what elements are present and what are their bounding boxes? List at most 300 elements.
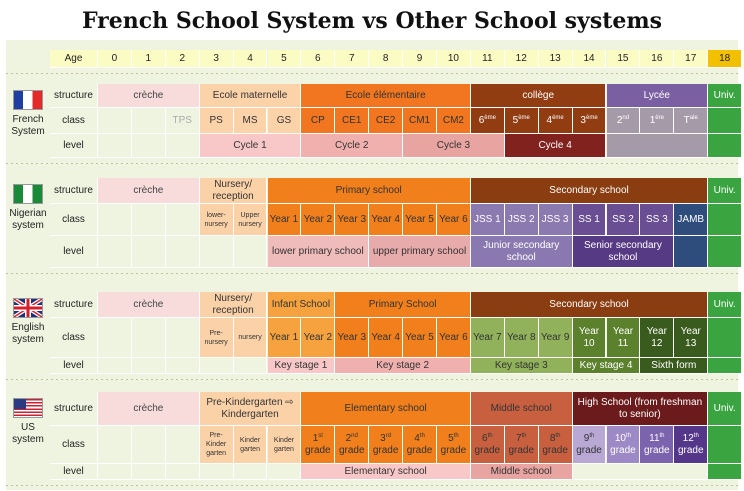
structure-cell-label: Univ. — [713, 298, 736, 310]
class-cell-label: CE1 — [342, 114, 362, 126]
class-cell-label: SS 1 — [578, 213, 600, 225]
level-cell — [573, 358, 641, 374]
empty-cell — [200, 358, 234, 374]
row-separator — [6, 272, 738, 275]
structure-cell — [708, 392, 742, 426]
age-6 — [301, 50, 335, 68]
class-cell — [607, 204, 641, 236]
class-cell-unit: grade — [440, 444, 467, 456]
empty-cell — [98, 204, 132, 236]
structure-cell-label: Middle school — [490, 402, 552, 414]
class-cell-label: Kinder garten — [273, 436, 295, 453]
class-cell-label: 6th grade — [474, 432, 501, 456]
level-cell-label: Cycle 3 — [436, 139, 471, 151]
class-cell — [505, 318, 539, 358]
class-cell — [335, 204, 369, 236]
class-cell-suffix: th — [589, 432, 595, 439]
class-cell — [301, 108, 335, 134]
class-cell-label: Year 3 — [337, 331, 367, 343]
class-cell — [471, 426, 505, 464]
age-9 — [403, 50, 437, 68]
class-cell-label: 2nd grade — [338, 432, 365, 456]
class-cell — [640, 318, 674, 358]
class-cell-label: nursery — [238, 334, 262, 341]
structure-cell — [98, 178, 200, 204]
structure-cell — [708, 292, 742, 318]
class-cell-label: JSS 2 — [507, 213, 535, 225]
level-cell — [301, 134, 403, 158]
class-cell-label: CP — [310, 114, 325, 126]
row-label-class — [50, 426, 98, 464]
class-cell-label: Year 2 — [303, 331, 333, 343]
age-5-label: 5 — [281, 52, 287, 64]
structure-cell-label: Univ. — [713, 402, 736, 414]
row-label-level — [50, 464, 98, 480]
class-cell-label: 5th grade — [440, 432, 467, 456]
age-11-label: 11 — [482, 52, 493, 64]
class-cell-label: JSS 1 — [473, 213, 501, 225]
age-14-label: 14 — [583, 52, 595, 64]
structure-cell — [471, 84, 607, 108]
empty-cell — [166, 318, 200, 358]
level-cell-label: Senior secondary school — [584, 239, 662, 263]
empty-cell — [166, 464, 200, 480]
structure-cell — [98, 84, 200, 108]
empty-cell — [132, 134, 166, 158]
class-cell-unit: grade — [644, 444, 670, 456]
structure-cell-label: crèche — [133, 402, 164, 414]
class-cell-label: 9th grade — [576, 432, 602, 456]
class-cell — [674, 204, 708, 236]
class-cell — [505, 426, 539, 464]
class-cell — [369, 426, 403, 464]
age-0-label: 0 — [111, 52, 118, 64]
age-15 — [607, 50, 641, 68]
class-cell — [607, 318, 641, 358]
level-cell-label: Middle school — [490, 465, 552, 477]
structure-cell — [573, 392, 709, 426]
class-cell-label: GS — [276, 114, 292, 126]
row-separator — [6, 484, 738, 487]
age-10-label: 10 — [447, 52, 459, 64]
class-cell-suffix: th — [487, 432, 493, 439]
class-cell — [234, 426, 268, 464]
age-14 — [573, 50, 607, 68]
structure-cell — [268, 178, 471, 204]
class-cell-suffix: rd — [385, 432, 392, 439]
class-cell — [268, 108, 302, 134]
class-cell-suffix: ème — [518, 114, 530, 121]
structure-cell — [200, 178, 268, 204]
empty-cell — [132, 464, 166, 480]
class-cell-suffix: ale — [689, 114, 698, 121]
level-cell — [708, 358, 742, 374]
class-cell-label: Upper nursery — [238, 211, 262, 228]
structure-cell — [708, 178, 742, 204]
row-label-level-label: level — [63, 139, 84, 151]
row-label-level-label: level — [63, 245, 84, 257]
structure-cell-label: Elementary school — [344, 402, 427, 414]
age-15-label: 15 — [617, 52, 629, 64]
age-7-label: 7 — [348, 52, 355, 64]
age-9-label: 9 — [416, 52, 423, 64]
class-cell — [369, 204, 403, 236]
country-name: French System — [11, 114, 45, 137]
row-label-class-label: class — [62, 114, 85, 126]
structure-cell-label: Ecole élémentaire — [345, 89, 426, 101]
class-cell-label: Year 7 — [473, 331, 502, 343]
structure-cell — [200, 392, 302, 426]
level-cell-label: Cycle 1 — [233, 139, 267, 151]
class-cell — [471, 318, 505, 358]
class-cell-label: MS — [242, 114, 258, 126]
level-cell — [505, 134, 607, 158]
empty-cell — [132, 426, 166, 464]
structure-cell — [268, 292, 336, 318]
class-cell-label: 1st grade — [305, 432, 331, 456]
level-cell — [268, 236, 370, 268]
class-cell-label: JAMB — [677, 213, 705, 225]
row-label-level — [50, 236, 98, 268]
empty-cell — [98, 358, 132, 374]
level-cell — [640, 358, 708, 374]
empty-cell — [166, 236, 200, 268]
empty-cell — [166, 134, 200, 158]
age-12-label: 12 — [515, 52, 527, 64]
level-cell-label: Key stage 1 — [274, 359, 328, 371]
class-cell-label: CM1 — [408, 114, 431, 126]
country-name: US system — [12, 422, 44, 445]
class-cell-unit: grade — [610, 444, 636, 456]
empty-cell — [200, 236, 234, 268]
structure-cell-label: Ecole maternelle — [212, 89, 288, 101]
level-cell — [607, 134, 709, 158]
class-cell — [200, 108, 234, 134]
class-cell — [505, 204, 539, 236]
row-separator — [6, 378, 738, 381]
empty-cell — [98, 108, 132, 134]
structure-cell-label: Nursery/ reception — [212, 178, 254, 202]
class-cell — [403, 204, 437, 236]
class-cell-label: $T^{ale}$ — [683, 114, 698, 126]
class-cell-label: CM2 — [442, 114, 464, 126]
class-cell-label: 10th grade — [610, 432, 636, 456]
level-cell-label: upper primary school — [372, 245, 467, 257]
class-cell — [708, 204, 742, 236]
class-cell-label: 4ème — [546, 114, 564, 126]
class-cell-suffix: th — [693, 432, 699, 439]
structure-cell-label: High School (from freshman to senior) — [577, 396, 703, 420]
structure-cell-label: Primary School — [368, 298, 437, 310]
class-cell — [539, 318, 573, 358]
level-cell-label: Elementary school — [344, 465, 427, 477]
class-cell — [471, 108, 505, 134]
empty-cell — [166, 204, 200, 236]
class-cell-label: 7th grade — [508, 432, 535, 456]
age-header-label: Age — [64, 52, 83, 64]
empty-cell — [132, 108, 166, 134]
age-8 — [369, 50, 403, 68]
age-17-label: 17 — [685, 52, 697, 64]
class-cell-suffix: th — [555, 432, 561, 439]
class-cell-label: lower-nursery — [204, 211, 228, 228]
class-cell — [200, 204, 234, 236]
class-cell-suffix: ème — [552, 114, 564, 121]
class-cell-label: Pre-Kinder garten — [206, 432, 227, 457]
empty-cell — [166, 426, 200, 464]
class-cell-label: Year 5 — [405, 213, 434, 225]
class-cell-label: Year 5 — [405, 331, 434, 343]
class-cell-label: Year 4 — [371, 213, 400, 225]
class-cell-label: Year 13 — [680, 325, 701, 349]
level-cell-label: lower primary school — [271, 245, 364, 257]
level-cell — [403, 134, 505, 158]
class-cell — [335, 108, 369, 134]
structure-cell-label: Secondary school — [549, 184, 629, 196]
level-cell — [708, 134, 742, 158]
empty-cell — [98, 318, 132, 358]
row-label-class — [50, 318, 98, 358]
age-6-label: 6 — [315, 52, 321, 64]
level-cell — [573, 236, 675, 268]
age-1 — [132, 50, 166, 68]
class-cell-label: Year 8 — [506, 331, 536, 343]
class-cell-label: Year 12 — [646, 325, 667, 349]
class-cell — [573, 426, 607, 464]
class-cell-label: Year 3 — [337, 213, 367, 225]
class-cell-label: Year 4 — [371, 331, 400, 343]
empty-cell — [132, 318, 166, 358]
structure-cell — [471, 178, 708, 204]
structure-cell — [200, 84, 302, 108]
age-5 — [268, 50, 302, 68]
empty-cell — [132, 358, 166, 374]
level-cell — [674, 236, 708, 268]
class-cell-suffix: st — [318, 432, 323, 439]
level-cell-label: Junior secondary school — [483, 239, 560, 263]
class-cell — [369, 318, 403, 358]
class-cell-label: 8th grade — [542, 432, 568, 456]
class-cell — [674, 318, 708, 358]
empty-cell — [98, 426, 132, 464]
class-cell — [640, 204, 674, 236]
level-cell — [200, 134, 302, 158]
structure-cell-label: collège — [522, 89, 555, 101]
class-cell-unit: grade — [406, 444, 433, 456]
level-cell — [471, 358, 573, 374]
class-cell — [471, 204, 505, 236]
class-cell — [640, 426, 674, 464]
class-cell-unit: grade — [338, 444, 365, 456]
level-cell — [335, 358, 471, 374]
class-cell-label: Year 2 — [303, 213, 333, 225]
class-cell-unit: grade — [508, 444, 535, 456]
empty-cell — [234, 464, 268, 480]
structure-cell-label: Infant School — [271, 298, 331, 310]
class-cell — [301, 204, 335, 236]
class-cell-label: 1ère — [649, 114, 664, 126]
row-label-structure-label: structure — [54, 89, 93, 101]
structure-cell-label: Pre-Kindergarten ⇨ Kindergarten — [206, 396, 294, 420]
row-label-level-label: level — [63, 359, 84, 371]
class-cell — [234, 318, 268, 358]
row-label-structure — [50, 84, 98, 108]
class-cell — [166, 108, 200, 134]
level-cell-label: Key stage 3 — [494, 359, 548, 371]
class-cell-label: SS 3 — [645, 213, 668, 225]
row-label-structure — [50, 392, 98, 426]
level-cell — [573, 464, 709, 480]
class-cell-suffix: th — [453, 432, 459, 439]
class-cell-label: Year 1 — [269, 213, 299, 225]
age-17 — [674, 50, 708, 68]
structure-cell-label: Nursery/ reception — [212, 292, 254, 316]
age-header — [50, 50, 98, 68]
class-cell — [573, 108, 607, 134]
empty-cell — [200, 464, 234, 480]
structure-cell — [607, 84, 709, 108]
row-label-structure-label: structure — [54, 298, 93, 310]
age-1-label: 1 — [145, 52, 152, 64]
class-cell — [301, 426, 335, 464]
level-cell-label: Cycle 4 — [538, 139, 572, 151]
empty-cell — [166, 358, 200, 374]
class-cell-label: Year 10 — [578, 325, 600, 349]
empty-cell — [132, 204, 166, 236]
structure-cell-label: crèche — [133, 89, 164, 101]
class-cell-label: 4th grade — [406, 432, 433, 456]
level-cell — [301, 464, 471, 480]
structure-cell — [471, 392, 573, 426]
row-label-structure — [50, 292, 98, 318]
level-cell — [708, 236, 742, 268]
us-flag-icon — [13, 398, 43, 418]
class-cell-label: Kinder garten — [239, 436, 261, 453]
comparison-table — [6, 40, 738, 490]
class-cell-label: CE2 — [375, 114, 396, 126]
class-cell-suffix: th — [419, 432, 425, 439]
structure-cell-label: crèche — [133, 298, 164, 310]
level-cell — [369, 236, 471, 268]
age-4-label: 4 — [247, 52, 253, 64]
row-separator — [6, 72, 738, 75]
row-label-class-label: class — [62, 331, 85, 343]
row-separator — [6, 162, 738, 165]
class-cell — [268, 318, 302, 358]
age-8-label: 8 — [382, 52, 389, 64]
level-cell — [268, 358, 336, 374]
row-label-level — [50, 134, 98, 158]
age-0 — [98, 50, 132, 68]
class-cell-unit: grade — [576, 444, 602, 456]
class-cell — [708, 426, 742, 464]
empty-cell — [268, 464, 302, 480]
class-cell — [437, 426, 471, 464]
structure-cell — [301, 392, 471, 426]
class-cell-label: SS 2 — [612, 213, 634, 225]
age-4 — [234, 50, 268, 68]
class-cell-label: TPS — [172, 114, 192, 126]
class-cell — [708, 318, 742, 358]
class-cell — [437, 108, 471, 134]
row-label-level-label: level — [63, 465, 84, 477]
class-cell — [640, 108, 674, 134]
page-title: French School System vs Other School systems — [81, 8, 663, 34]
age-18 — [708, 50, 742, 68]
class-cell — [539, 426, 573, 464]
structure-cell — [301, 84, 471, 108]
level-cell — [471, 236, 573, 268]
class-cell — [369, 108, 403, 134]
class-cell-label: JSS 3 — [541, 213, 569, 225]
class-cell — [234, 204, 268, 236]
structure-cell-label: Primary school — [335, 184, 402, 196]
age-10 — [437, 50, 471, 68]
structure-cell — [98, 292, 200, 318]
class-cell — [437, 318, 471, 358]
empty-cell — [98, 236, 132, 268]
class-cell-label: 3ème — [580, 114, 598, 126]
age-16-label: 16 — [651, 52, 663, 64]
class-cell-suffix: nd — [622, 114, 630, 121]
structure-cell — [708, 84, 742, 108]
class-cell-label: 5ème — [512, 114, 530, 126]
empty-cell — [132, 236, 166, 268]
class-cell — [403, 108, 437, 134]
class-cell-label: 3rd grade — [372, 432, 399, 456]
class-cell — [539, 204, 573, 236]
class-cell — [268, 204, 302, 236]
country-name: English system — [11, 322, 45, 345]
class-cell — [505, 108, 539, 134]
structure-cell-label: Lycée — [643, 89, 670, 101]
structure-cell — [471, 292, 708, 318]
empty-cell — [98, 134, 132, 158]
row-label-class-label: class — [62, 438, 85, 450]
class-cell-unit: grade — [474, 444, 501, 456]
class-cell-label: Year 6 — [439, 213, 468, 225]
class-cell-suffix: ème — [484, 114, 496, 121]
level-cell-label: Cycle 2 — [335, 139, 369, 151]
structure-cell-label: Univ. — [713, 89, 736, 101]
class-cell — [403, 318, 437, 358]
class-cell-suffix: th — [521, 432, 527, 439]
class-cell-label: Year 11 — [612, 325, 634, 349]
class-cell — [335, 426, 369, 464]
class-cell — [335, 318, 369, 358]
structure-cell — [200, 292, 268, 318]
class-cell — [268, 426, 302, 464]
level-cell — [471, 464, 573, 480]
class-cell — [200, 426, 234, 464]
level-cell-label: Sixth form — [651, 359, 697, 371]
class-cell-label: 2nd — [616, 114, 630, 126]
class-cell — [573, 318, 607, 358]
class-cell-label: 11th grade — [644, 432, 670, 456]
age-12 — [505, 50, 539, 68]
age-7 — [335, 50, 369, 68]
row-label-structure — [50, 178, 98, 204]
class-cell-suffix: th — [659, 432, 665, 439]
class-cell-unit: grade — [305, 444, 331, 456]
class-cell-suffix: th — [626, 432, 632, 439]
structure-cell-label: Univ. — [713, 184, 736, 196]
level-cell-label: Key stage 2 — [376, 359, 429, 371]
country-name: Nigerian system — [9, 208, 47, 231]
level-cell-label: Key stage 4 — [579, 359, 633, 371]
age-13 — [539, 50, 573, 68]
class-cell-suffix: ème — [585, 114, 598, 121]
